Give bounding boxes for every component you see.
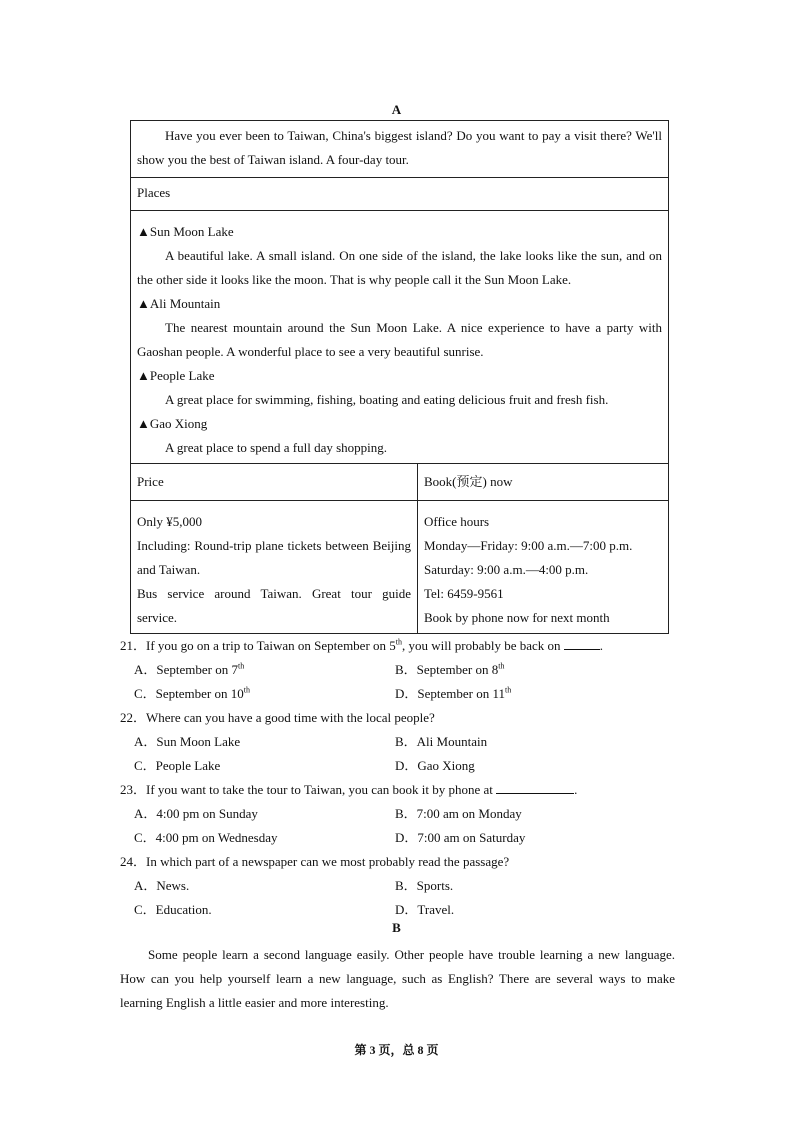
place-desc: A great place for swimming, fishing, boating and eating delicious fruit and fresh fish. <box>165 392 609 407</box>
section-b-paragraph: Some people learn a second language easily. Other people have trouble learning a new language. How can you help yourself learn a new language, such as English? There are several ways to make learning English a little easier and more interesting. <box>120 947 675 1010</box>
section-b-title: B <box>392 920 401 935</box>
question-24: 24．In which part of a newspaper can we most probably read the passage? <box>120 854 510 869</box>
question-stem: 23．If you want to take the tour to Taiwan, you can book it by phone at <box>120 782 497 797</box>
price-line: Bus service around Taiwan. Great tour guide service. <box>137 586 411 625</box>
places-header: Places <box>131 178 669 211</box>
answer-blank <box>496 781 574 794</box>
place-desc: A beautiful lake. A small island. On one side of the island, the lake looks like the sun, and on the other side it looks like the moon. That is why people call it the Sun Moon Lake. <box>137 248 662 287</box>
question-stem: 21．If you go on a trip to Taiwan on September on 5 <box>120 638 396 653</box>
place-ali-mountain <box>137 292 662 364</box>
tour-table <box>130 120 669 634</box>
place-people-lake <box>137 364 662 412</box>
place-sun-moon-lake <box>137 220 662 292</box>
price-header: Price <box>131 464 418 501</box>
superscript: th <box>498 661 505 671</box>
option-b[interactable] <box>395 658 505 682</box>
option-c[interactable]: C．People Lake <box>134 758 221 773</box>
option-d[interactable] <box>395 682 511 706</box>
option-a[interactable]: A．Sun Moon Lake <box>134 734 241 749</box>
superscript: th <box>395 637 403 647</box>
place-desc: A great place to spend a full day shopping. <box>165 440 388 455</box>
place-name: ▲Ali Mountain <box>137 296 221 311</box>
option-a[interactable]: A．4:00 pm on Sunday <box>134 806 258 821</box>
option-text: D．September on 11 <box>395 686 505 701</box>
option-d[interactable]: D．Gao Xiong <box>395 758 475 773</box>
book-line: Tel: 6459-9561 <box>424 586 504 601</box>
book-line: Monday—Friday: 9:00 a.m.—7:00 p.m. <box>424 538 633 553</box>
place-name: ▲Gao Xiong <box>137 416 208 431</box>
superscript: th <box>237 661 245 671</box>
option-b[interactable]: B．Sports. <box>395 878 454 893</box>
option-b[interactable]: B．7:00 am on Monday <box>395 806 522 821</box>
question-stem: , you will probably be back on <box>402 638 564 653</box>
place-name: ▲Sun Moon Lake <box>137 224 234 239</box>
superscript: th <box>505 685 512 695</box>
option-c[interactable] <box>134 682 250 706</box>
option-a[interactable]: A．News. <box>134 878 190 893</box>
price-line: Including: Round-trip plane tickets between Beijing and Taiwan. <box>137 538 411 577</box>
option-d[interactable]: D．Travel. <box>395 902 455 917</box>
option-text: A．September on 7 <box>134 662 238 677</box>
place-gao-xiong <box>137 412 662 460</box>
question-22: 22．Where can you have a good time with the local people? <box>120 710 435 725</box>
option-text: B．September on 8 <box>395 662 499 677</box>
price-line: Only ¥5,000 <box>137 514 202 529</box>
book-line: Book by phone now for next month <box>424 610 610 625</box>
option-text: C．September on 10 <box>134 686 244 701</box>
option-d[interactable]: D．7:00 am on Saturday <box>395 830 526 845</box>
question-21: 21．If you go on a trip to Taiwan on September on 5th, you will probably be back on . <box>120 637 604 653</box>
page-footer: 第 3 页，总 8 页 <box>354 1043 439 1057</box>
book-line: Saturday: 9:00 a.m.—4:00 p.m. <box>424 562 589 577</box>
option-c[interactable]: C．Education. <box>134 902 212 917</box>
option-c[interactable]: C．4:00 pm on Wednesday <box>134 830 278 845</box>
option-a[interactable] <box>134 658 244 682</box>
place-desc: The nearest mountain around the Sun Moon Lake. A nice experience to have a party with Gaoshan people. A wonderful place to see a very beautiful sunrise. <box>137 320 662 359</box>
option-b[interactable]: B．Ali Mountain <box>395 734 488 749</box>
superscript: th <box>243 685 250 695</box>
book-line: Office hours <box>424 514 490 529</box>
book-header: Book(预定) now <box>418 464 669 501</box>
section-a-title: A <box>391 102 402 117</box>
intro-text: Have you ever been to Taiwan, China's biggest island? Do you want to pay a visit there? We'll show you the best of Taiwan island. A four-day tour. <box>137 128 662 167</box>
question-23: 23．If you want to take the tour to Taiwan, you can book it by phone at . <box>120 782 578 797</box>
answer-blank <box>564 637 600 650</box>
place-name: ▲People Lake <box>137 368 215 383</box>
